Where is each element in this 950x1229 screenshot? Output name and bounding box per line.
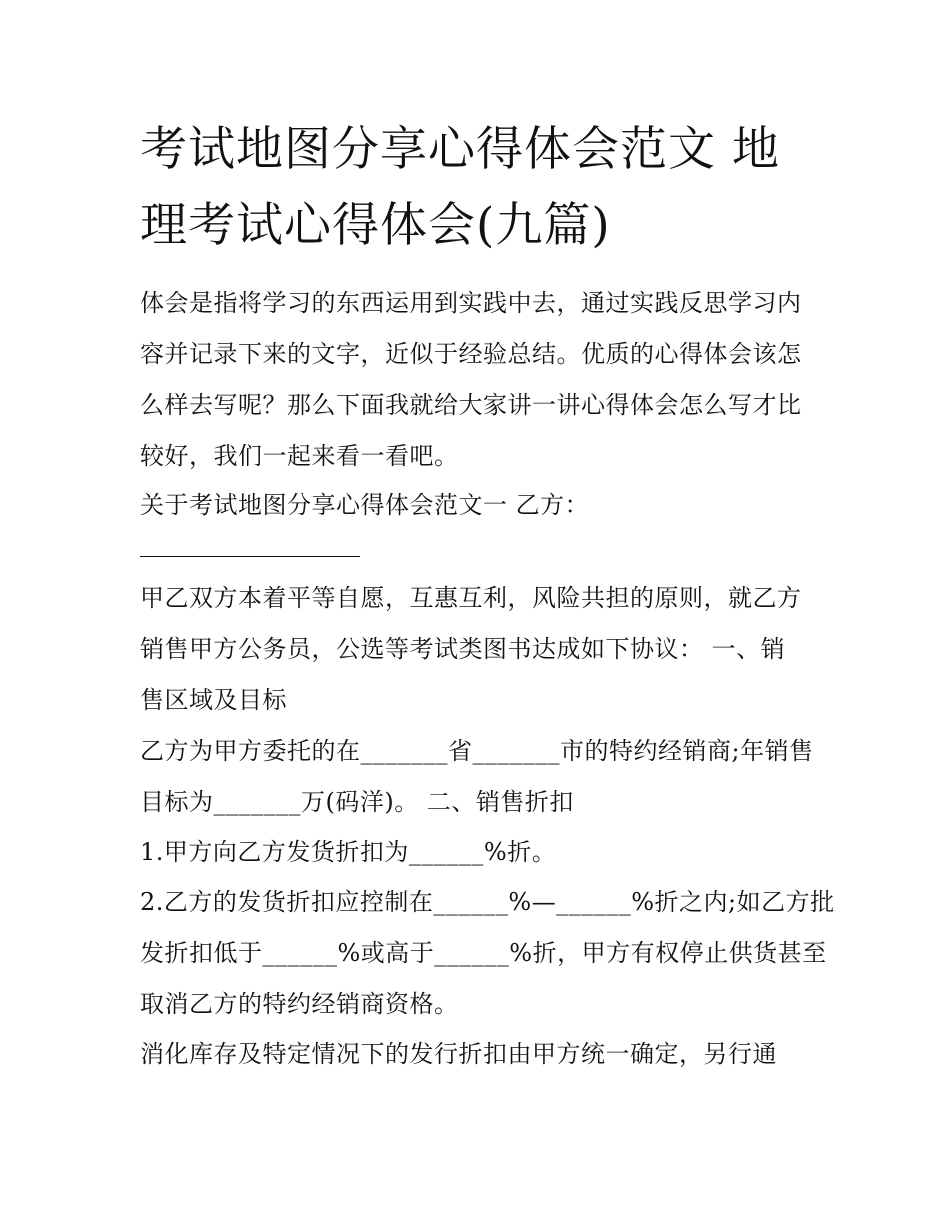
final-paragraph (140, 1029, 830, 1080)
clause-item-2 (140, 877, 835, 1030)
title-line: 理考试心得体会(九篇) (140, 198, 611, 253)
clause-item-1 (140, 827, 830, 878)
section-heading (140, 480, 830, 531)
intro-paragraph (140, 278, 830, 482)
clause-item-1-text: 1.甲方向乙方发货折扣为______%折。 (140, 838, 557, 866)
document-title (140, 112, 820, 264)
agreement-line: 甲乙双方本着平等自愿，互惠互利，风险共担的原则，就乙方 (140, 584, 802, 612)
intro-line: 体会是指将学习的东西运用到实践中去，通过实践反思学习内 (140, 289, 802, 317)
region-target-paragraph (140, 726, 830, 828)
signature-blank-line (140, 556, 360, 557)
intro-line: 么样去写呢？那么下面我就给大家讲一讲心得体会怎么写才比 (140, 391, 802, 419)
intro-line: 容并记录下来的文字，近似于经验总结。优质的心得体会该怎 (140, 340, 802, 368)
agreement-line: 售区域及目标 (140, 686, 287, 714)
agreement-paragraph (140, 573, 830, 726)
clause-item-2-line: 发折扣低于______%或高于______%折，甲方有权停止供货甚至 (140, 939, 827, 967)
title-line: 考试地图分享心得体会范文 地 (140, 122, 780, 177)
section-heading-text: 关于考试地图分享心得体会范文一 乙方： (140, 491, 590, 519)
region-line: 目标为_______万(码洋)。 二、销售折扣 (140, 788, 574, 816)
region-line: 乙方为甲方委托的在_______省_______市的特约经销商;年销售 (140, 737, 814, 765)
agreement-line: 销售甲方公务员，公选等考试类图书达成如下协议： 一、销 (140, 635, 786, 663)
clause-item-2-line: 取消乙方的特约经销商资格。 (140, 990, 459, 1018)
intro-line: 较好，我们一起来看一看吧。 (140, 442, 459, 470)
final-line: 消化库存及特定情况下的发行折扣由甲方统一确定，另行通 (140, 1040, 777, 1068)
clause-item-2-line: 2.乙方的发货折扣应控制在______%—______%折之内;如乙方批 (140, 888, 835, 916)
